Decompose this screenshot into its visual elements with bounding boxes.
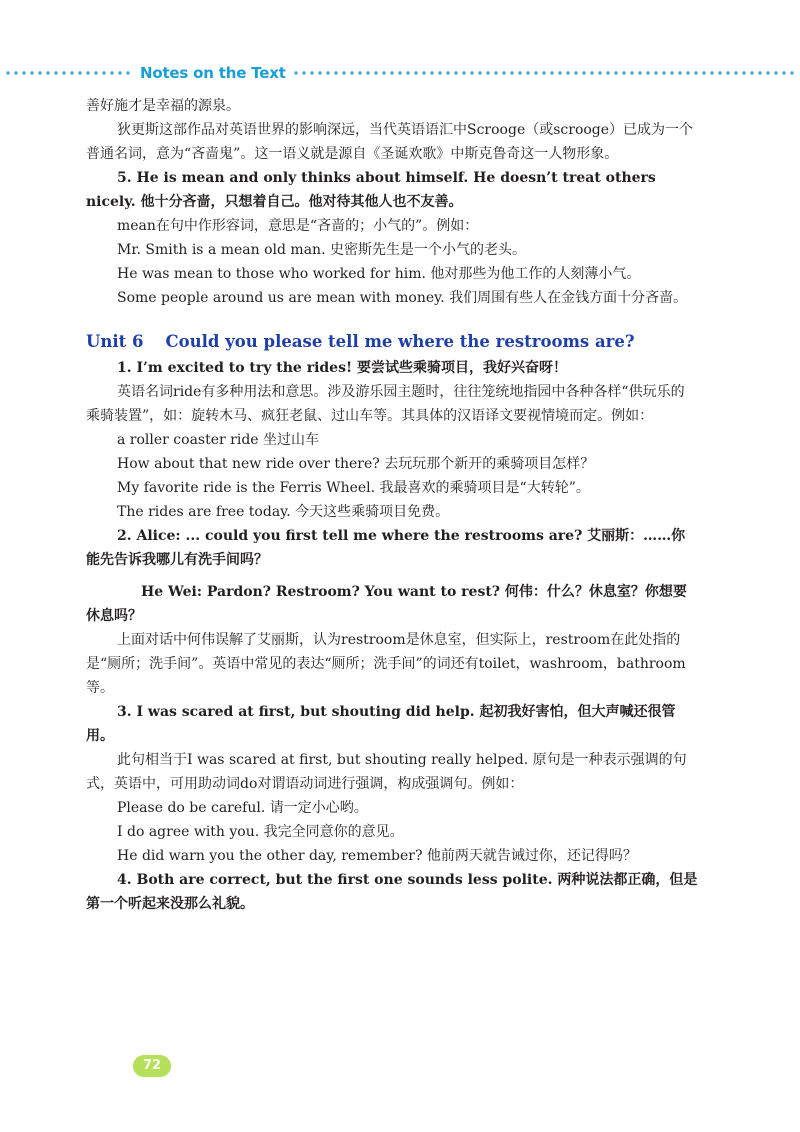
example-sentence: I do agree with you. 我完全同意你的意见。 bbox=[117, 824, 404, 840]
paragraph: 此句相当于I was scared at first, but shouting really helped. 原句是一种表示强调的句式，英语中，可用助动词do对谓语动词进行强调，构成强调句。例如： bbox=[86, 752, 687, 792]
unit-heading bbox=[86, 330, 698, 354]
paragraph: 英语名词ride有多种用法和意思。涉及游乐园主题时，往往笼统地指园中各种各样“供玩乐的乘骑装置”，如：旋转木马、疯狂老鼠、过山车等。其具体的汉语译文要视情境而定。例如： bbox=[86, 384, 685, 424]
example-sentence: He was mean to those who worked for him. 他对那些为他工作的人刻薄小气。 bbox=[117, 266, 641, 282]
paragraph: mean在句中作形容词，意思是“吝啬的；小气的”。例如： bbox=[117, 218, 479, 234]
note-heading: 5. He is mean and only thinks about himself. He doesn’t treat others nicely. 他十分吝啬，只想着自己。他对待其他人也不友善。 bbox=[86, 170, 656, 210]
example-sentence: He did warn you the other day, remember? 他前两天就告诫过你，还记得吗？ bbox=[117, 848, 637, 864]
example-sentence: Some people around us are mean with money. 我们周围有些人在金钱方面十分吝啬。 bbox=[117, 290, 688, 306]
unit-number: Unit 6 bbox=[86, 332, 144, 351]
dialogue-text: He Wei: Pardon? Restroom? You want to rest? 何伟：什么？休息室？你想要休息吗？ bbox=[86, 584, 687, 624]
running-header bbox=[0, 63, 800, 83]
note-heading: 2. Alice: ... could you first tell me where the restrooms are? 艾丽斯：……你能先告诉我哪儿有洗手间吗？ bbox=[86, 528, 686, 568]
paragraph: 上面对话中何伟误解了艾丽斯，认为restroom是休息室，但实际上，restroom在此处指的是“厕所；洗手间”。英语中常见的表达“厕所；洗手间”的词还有toilet，washroom，bathroom等。 bbox=[86, 632, 686, 696]
header-dots-right bbox=[292, 71, 796, 75]
paragraph: 狄更斯这部作品对英语世界的影响深远，当代英语语汇中Scrooge（或scrooge）已成为一个普通名词，意为“吝啬鬼”。这一语义就是源自《圣诞欢歌》中斯克鲁奇这一人物形象。 bbox=[86, 122, 694, 162]
dialogue-line bbox=[86, 580, 698, 628]
note-heading: 1. I’m excited to try the rides! 要尝试些乘骑项目，我好兴奋呀！ bbox=[117, 360, 567, 376]
page-content bbox=[86, 94, 698, 916]
page-number: 72 bbox=[133, 1055, 171, 1077]
example-sentence: My favorite ride is the Ferris Wheel. 我最喜欢的乘骑项目是“大转轮”。 bbox=[117, 480, 590, 496]
example-sentence: Mr. Smith is a mean old man. 史密斯先生是一个小气的老头。 bbox=[117, 242, 526, 258]
note-heading: 4. Both are correct, but the first one sounds less polite. 两种说法都正确，但是第一个听起来没那么礼貌。 bbox=[86, 872, 698, 912]
example-sentence: How about that new ride over there? 去玩玩那个新开的乘骑项目怎样？ bbox=[117, 456, 595, 472]
unit-title: Could you please tell me where the restrooms are? bbox=[165, 332, 635, 351]
example-sentence: The rides are free today. 今天这些乘骑项目免费。 bbox=[117, 504, 450, 520]
paragraph: 善好施才是幸福的源泉。 bbox=[86, 98, 240, 114]
note-heading: 3. I was scared at first, but shouting did help. 起初我好害怕，但大声喊还很管用。 bbox=[86, 704, 676, 744]
header-dots-left bbox=[4, 71, 134, 75]
header-title: Notes on the Text bbox=[140, 64, 286, 82]
example-sentence: Please do be careful. 请一定小心哟。 bbox=[117, 800, 368, 816]
example-sentence: a roller coaster ride 坐过山车 bbox=[117, 432, 320, 448]
